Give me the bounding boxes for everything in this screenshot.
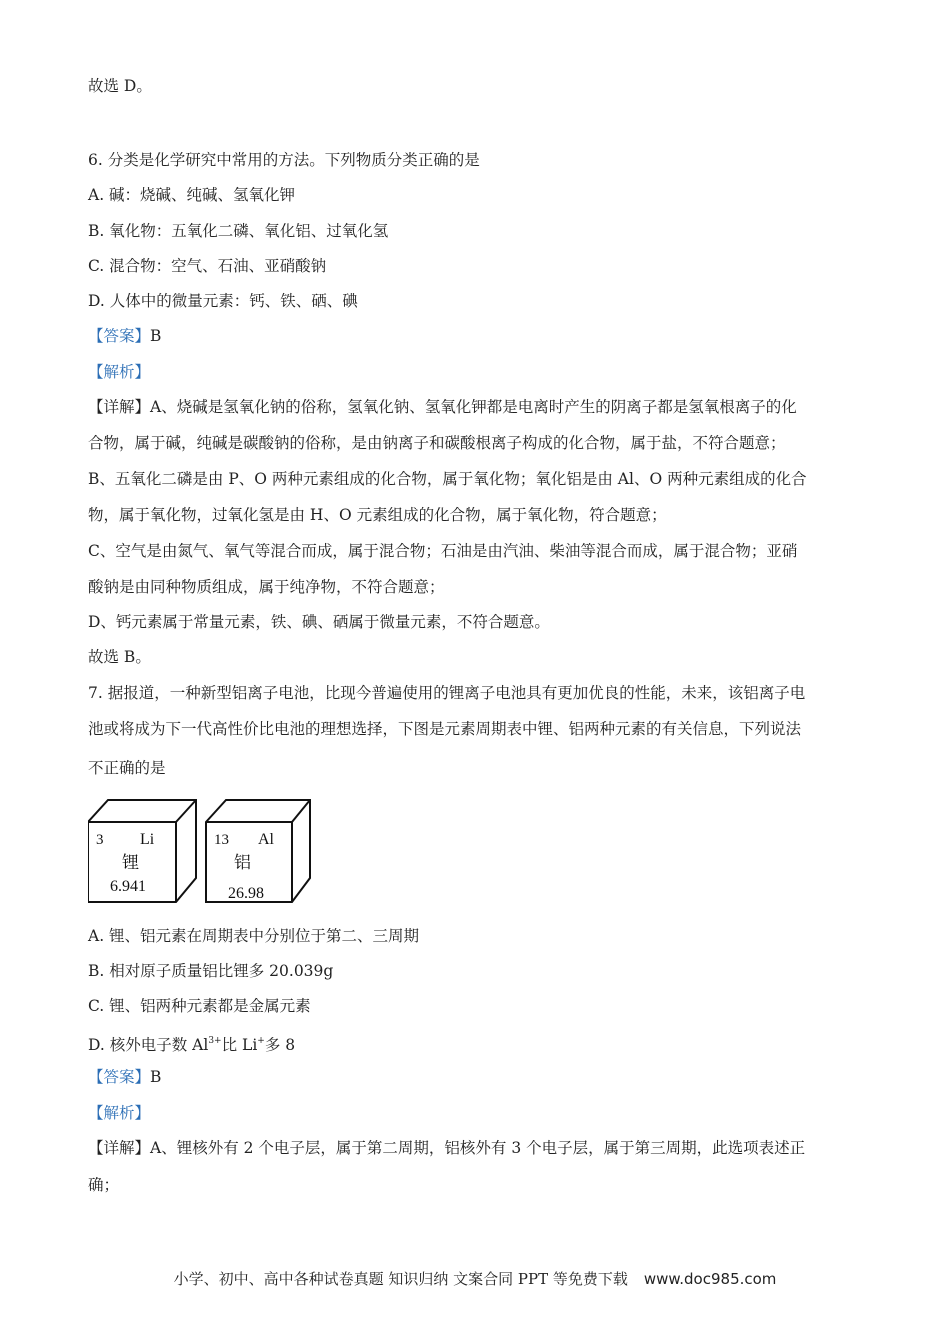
- detail-tag: 【详解】: [88, 398, 151, 416]
- q6-option-c: C. 混合物：空气、石油、亚硝酸钠: [88, 257, 327, 275]
- detail-tag: 【详解】: [88, 1139, 151, 1157]
- q7-option-b: B. 相对原子质量铝比锂多 20.039g: [88, 962, 334, 980]
- al-mass: 26.98: [228, 885, 264, 902]
- page-footer: [0, 1268, 950, 1289]
- li-mass: 6.941: [110, 878, 146, 895]
- q7-stem-line-3: 不正确的是: [88, 759, 166, 777]
- q6-detail-line-1: [88, 396, 797, 418]
- answer-tag: 【答案】: [88, 1068, 151, 1086]
- q6-conclusion: 故选 B。: [88, 648, 151, 666]
- answer-tag: 【答案】: [88, 327, 151, 345]
- q7-answer: [88, 1066, 161, 1088]
- periodic-table-figure: [88, 792, 318, 907]
- q6-detail-line-5: C、空气是由氮气、氧气等混合而成，属于混合物；石油是由汽油、柴油等混合而成，属于混合物；亚硝: [88, 542, 798, 560]
- q6-detail-line-2: 合物，属于碱，纯碱是碳酸钠的俗称，是由钠离子和碳酸根离子构成的化合物，属于盐，不符合题意；: [88, 434, 786, 452]
- option-d-suffix: 多 8: [264, 1036, 296, 1054]
- q6-option-a: A. 碱：烧碱、纯碱、氢氧化钾: [88, 186, 296, 204]
- q6-detail-line-3: B、五氧化二磷是由 P、O 两种元素组成的化合物，属于氧化物；氧化铝是由 Al、O 两种元素组成的化合: [88, 470, 807, 488]
- q6-stem: 6. 分类是化学研究中常用的方法。下列物质分类正确的是: [88, 151, 480, 169]
- detail-text: A、锂核外有 2 个电子层，属于第二周期，铝核外有 3 个电子层，属于第三周期，此选项表述正: [150, 1139, 806, 1157]
- option-d-mid: 比 Li: [221, 1036, 258, 1054]
- li-name: 锂: [122, 853, 139, 873]
- q6-analysis-tag: 【解析】: [88, 363, 151, 381]
- q6-answer: [88, 325, 161, 347]
- q7-option-a: A. 锂、铝元素在周期表中分别位于第二、三周期: [88, 927, 420, 945]
- al-name: 铝: [234, 853, 251, 873]
- li-symbol: Li: [140, 831, 155, 848]
- q6-option-b: B. 氧化物：五氧化二磷、氧化铝、过氧化氢: [88, 222, 389, 240]
- option-d-prefix: D. 核外电子数 Al: [88, 1036, 209, 1054]
- li-charge: +: [257, 1036, 265, 1046]
- q7-stem-line-1: 7. 据报道，一种新型铝离子电池，比现今普遍使用的锂离子电池具有更加优良的性能，未来，该铝离子电: [88, 684, 806, 702]
- footer-url[interactable]: www.doc985.com: [643, 1270, 777, 1288]
- al-atomic-number: 13: [214, 832, 229, 848]
- q7-stem-line-2: 池或将成为下一代高性价比电池的理想选择，下图是元素周期表中锂、铝两种元素的有关信息，下列说法: [88, 720, 802, 738]
- footer-text: 小学、初中、高中各种试卷真题 知识归纳 文案合同 PPT 等免费下载: [173, 1270, 628, 1288]
- q6-detail-line-6: 酸钠是由同种物质组成，属于纯净物，不符合题意；: [88, 578, 445, 596]
- q7-option-d: [88, 1030, 295, 1056]
- q6-option-d: D. 人体中的微量元素：钙、铁、硒、碘: [88, 292, 358, 310]
- detail-text: A、烧碱是氢氧化钠的俗称，氢氧化钠、氢氧化钾都是电离时产生的阴离子都是氢氧根离子的化: [150, 398, 797, 416]
- al-symbol: Al: [258, 831, 274, 848]
- q7-option-c: C. 锂、铝两种元素都是金属元素: [88, 997, 311, 1015]
- al-charge: 3+: [208, 1036, 222, 1046]
- li-atomic-number: 3: [96, 832, 104, 848]
- answer-value: B: [150, 327, 162, 345]
- q5-conclusion: 故选 D。: [88, 77, 152, 95]
- q6-detail-line-7: D、钙元素属于常量元素，铁、碘、硒属于微量元素，不符合题意。: [88, 613, 550, 631]
- answer-value: B: [150, 1068, 162, 1086]
- q7-analysis-tag: 【解析】: [88, 1104, 151, 1122]
- q7-detail-line-1: [88, 1137, 805, 1159]
- q6-detail-line-4: 物，属于氧化物，过氧化氢是由 H、O 元素组成的化合物，属于氧化物，符合题意；: [88, 506, 667, 524]
- q7-detail-line-2: 确；: [88, 1176, 120, 1194]
